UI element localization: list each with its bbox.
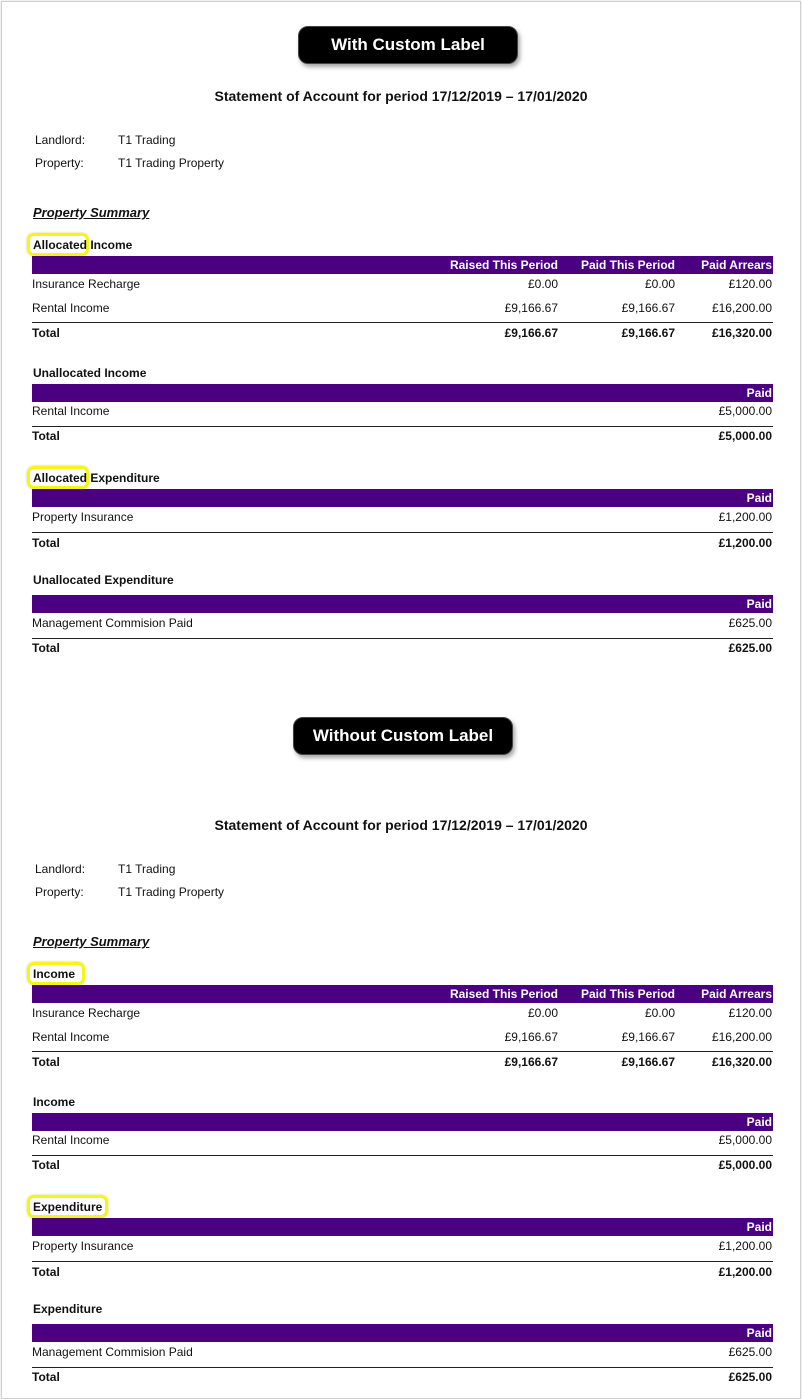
total-rule [32,1155,773,1156]
col-paid: Paid [746,386,772,400]
col-paid: Paid [746,1326,772,1340]
section-title-unallocated-income: Unallocated Income [33,366,147,380]
row-arrears: £16,200.00 [711,1030,772,1044]
row-name: Management Commision Paid [32,1345,193,1359]
row-raised: £9,166.67 [504,1030,558,1044]
total-label: Total [32,1370,60,1384]
section-label-pill: With Custom Label [298,26,518,64]
row-raised: £9,166.67 [504,301,558,315]
col-paid: Paid [746,1115,772,1129]
landlord-label: Landlord: [35,133,86,147]
row-name: Rental Income [32,404,110,418]
row-name: Rental Income [32,301,110,315]
col-paid: Paid [746,491,772,505]
total-label: Total [32,1265,60,1279]
col-paid: Paid [746,597,772,611]
total-label: Total [32,1158,60,1172]
row-value: £5,000.00 [718,1133,772,1147]
statement-title: Statement of Account for period 17/12/2019 – 17/01/2020 [214,817,588,833]
table-header-bar [32,1113,773,1131]
col-raised-this-period: Raised This Period [449,987,558,1001]
section-title-expenditure: Expenditure [33,1200,103,1214]
total-value: £625.00 [728,641,772,655]
col-paid-arrears: Paid Arrears [701,258,772,272]
total-rule [32,1367,773,1368]
row-value: £625.00 [728,1345,772,1359]
statement-title: Statement of Account for period 17/12/2019 – 17/01/2020 [214,88,588,104]
row-value: £5,000.00 [718,404,772,418]
row-name: Rental Income [32,1030,110,1044]
table-header-bar [32,595,773,613]
section-title-unallocated-expenditure: Unallocated Expenditure [33,573,174,587]
landlord-label: Landlord: [35,862,86,876]
total-rule [32,426,773,427]
total-arrears: £16,320.00 [711,326,772,340]
total-label: Total [32,429,60,443]
total-label: Total [32,1055,60,1069]
total-label: Total [32,326,60,340]
section-title-expenditure-2: Expenditure [33,1302,103,1316]
total-label: Total [32,641,60,655]
table-header-bar [32,256,773,274]
total-value: £5,000.00 [718,429,772,443]
row-name: Property Insurance [32,1239,134,1253]
total-rule [32,638,773,639]
row-paid: £9,166.67 [621,1030,675,1044]
row-arrears: £120.00 [728,1006,772,1020]
table-header-bar [32,985,773,1003]
row-name: Management Commision Paid [32,616,193,630]
total-value: £1,200.00 [718,536,772,550]
table-header-bar [32,1324,773,1342]
col-paid: Paid [746,1220,772,1234]
section-title-income: Income [33,967,76,981]
total-paid: £9,166.67 [621,1055,675,1069]
total-rule [32,1261,773,1262]
landlord-value: T1 Trading [118,133,176,147]
property-summary-heading: Property Summary [33,934,150,949]
property-label: Property: [35,156,84,170]
row-arrears: £120.00 [728,277,772,291]
row-name: Property Insurance [32,510,134,524]
landlord-value: T1 Trading [118,862,176,876]
col-raised-this-period: Raised This Period [449,258,558,272]
section-title-allocated-expenditure: Allocated Expenditure [33,471,160,485]
table-header-bar [32,1218,773,1236]
total-raised: £9,166.67 [504,1055,558,1069]
total-label: Total [32,536,60,550]
col-paid-this-period: Paid This Period [580,987,675,1001]
row-value: £1,200.00 [718,1239,772,1253]
row-name: Insurance Recharge [32,277,141,291]
total-value: £625.00 [728,1370,772,1384]
section-title-allocated-income: Allocated Income [33,238,133,252]
table-header-bar [32,489,773,507]
row-raised: £0.00 [527,1006,558,1020]
row-name: Insurance Recharge [32,1006,141,1020]
row-raised: £0.00 [527,277,558,291]
total-rule [32,1051,773,1052]
section-title-income-2: Income [33,1095,76,1109]
total-raised: £9,166.67 [504,326,558,340]
property-value: T1 Trading Property [118,156,225,170]
property-value: T1 Trading Property [118,885,225,899]
total-arrears: £16,320.00 [711,1055,772,1069]
total-value: £1,200.00 [718,1265,772,1279]
row-name: Rental Income [32,1133,110,1147]
row-arrears: £16,200.00 [711,301,772,315]
row-paid: £0.00 [644,277,675,291]
total-value: £5,000.00 [718,1158,772,1172]
property-summary-heading: Property Summary [33,205,150,220]
row-paid: £0.00 [644,1006,675,1020]
total-rule [32,532,773,533]
total-rule [32,322,773,323]
row-value: £1,200.00 [718,510,772,524]
section-label-pill: Without Custom Label [293,717,513,755]
row-value: £625.00 [728,616,772,630]
row-paid: £9,166.67 [621,301,675,315]
col-paid-arrears: Paid Arrears [701,987,772,1001]
total-paid: £9,166.67 [621,326,675,340]
property-label: Property: [35,885,84,899]
table-header-bar [32,384,773,402]
col-paid-this-period: Paid This Period [580,258,675,272]
